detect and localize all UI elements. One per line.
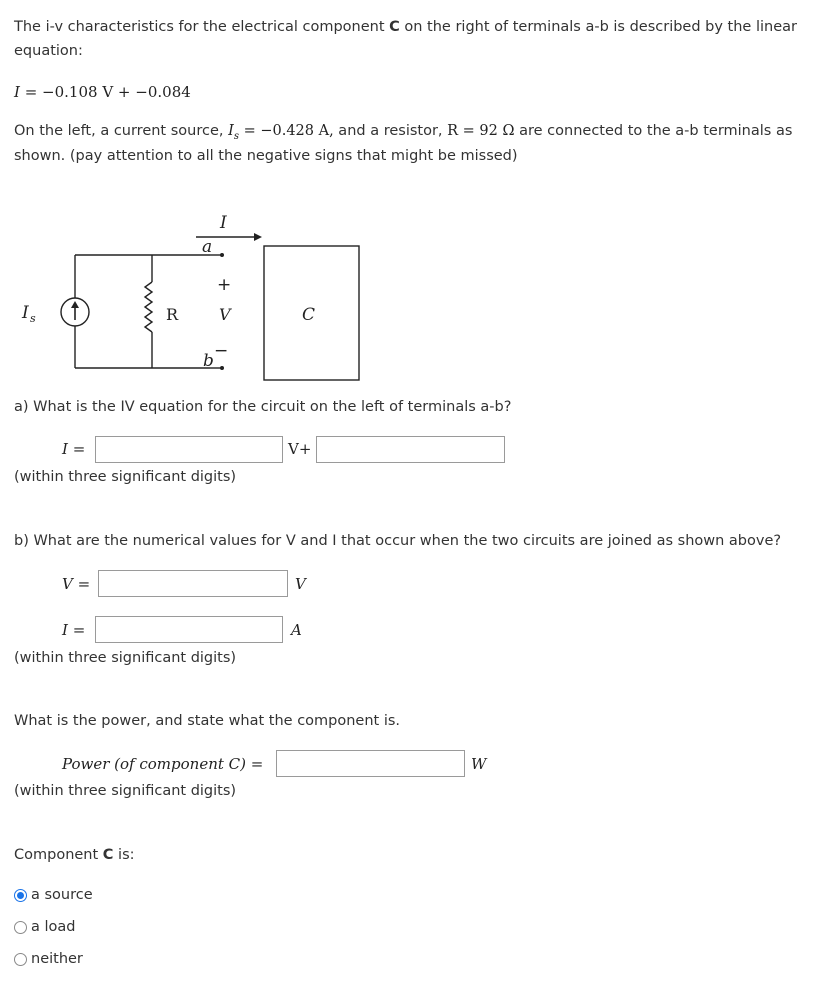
resistor-value: R = 92 Ω [447,123,515,139]
label-I-arrow: I [220,213,227,233]
part-a-note: (within three significant digits) [14,469,237,485]
source-arrow-head [71,301,79,308]
component-letter: C [389,19,400,35]
source-Is-subscript: s [233,130,239,142]
part-b-note: (within three significant digits) [14,650,237,666]
part-b-i-unit: A [291,621,302,639]
intro-text-continued: on the right of terminals a-b is described by the linear [399,19,797,35]
intro-text: The i-v characteristics for the electrical component [14,19,390,35]
part-a-question: a) What is the IV equation for the circuit on the left of terminals a-b? [14,399,512,415]
label-R: R [166,305,179,324]
label-Is-subscript: s [30,312,36,325]
equation-I: I [14,83,20,101]
resistor [145,282,152,332]
label-Is: I [22,303,29,323]
part-b-v-input[interactable] [98,570,288,597]
part-b-v-label: V = [62,575,91,593]
option-source-label[interactable]: a source [31,887,93,903]
radio-load[interactable] [14,921,27,934]
circuit-diagram [0,200,380,390]
option-load-label[interactable]: a load [31,919,76,935]
source-mid-text: and a resistor, [333,123,448,139]
power-unit: W [471,755,487,773]
label-V: V [219,305,231,324]
component-question-letter: C [102,847,114,863]
radio-source[interactable] [14,889,27,902]
part-b-i-label: I = [62,621,86,639]
part-b-question: b) What are the numerical values for V and I that occur when the two circuits are joined as shown above? [14,533,782,549]
power-label: Power (of component C) = [62,755,264,773]
component-question [14,847,135,863]
label-b: b [203,351,214,371]
current-arrow-head [254,233,262,241]
part-c-question: What is the power, and state what the component is. [14,713,401,729]
option-neither-label[interactable]: neither [31,951,83,967]
label-minus: − [214,341,229,361]
source-line-2: shown. (pay attention to all the negative signs that might be missed) [14,148,518,164]
source-text-continued: are connected to the a-b terminals as [514,123,793,139]
source-line-1 [14,123,792,142]
part-b-v-unit: V [295,575,306,593]
part-b-i-input[interactable] [95,616,283,643]
source-Is-value: = −0.428 A, [238,123,334,139]
source-Is-symbol: I [228,123,234,139]
component-question-suffix: is: [113,847,135,863]
label-C: C [302,305,316,325]
part-c-note: (within three significant digits) [14,783,237,799]
part-a-mid: V+ [288,440,312,458]
label-plus: + [217,275,232,295]
component-question-text: Component [14,847,103,863]
radio-neither[interactable] [14,953,27,966]
intro-line-1 [14,19,797,35]
iv-equation [14,83,191,101]
part-a-lhs: I = [62,440,86,458]
source-text: On the left, a current source, [14,123,229,139]
equation-rhs: = −0.108 V + −0.084 [24,83,191,101]
label-a: a [202,237,213,257]
part-a-intercept-input[interactable] [316,436,505,463]
power-input[interactable] [276,750,465,777]
intro-line-2: equation: [14,43,83,59]
part-a-slope-input[interactable] [95,436,283,463]
